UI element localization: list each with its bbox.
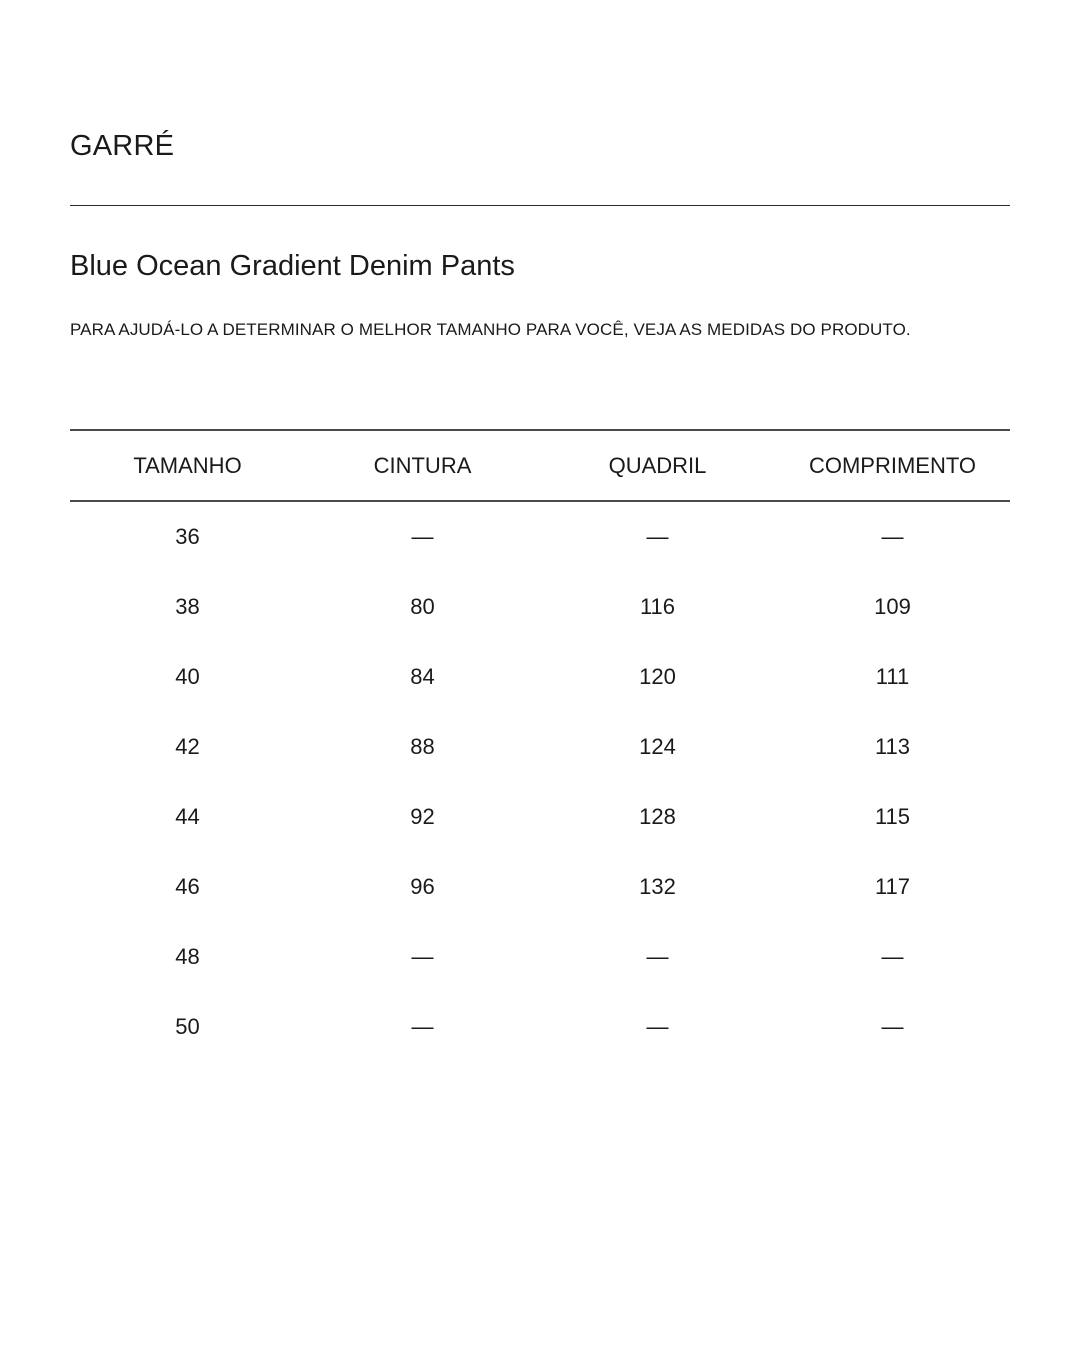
table-row xyxy=(70,572,1010,642)
cell-size: 42 xyxy=(175,734,200,759)
table-row xyxy=(70,712,1010,782)
cell-length: 117 xyxy=(874,874,911,899)
size-chart-table xyxy=(70,429,1010,1062)
cell-size: 44 xyxy=(175,804,200,829)
header-length: COMPRIMENTO xyxy=(775,430,1010,501)
cell-size: 50 xyxy=(175,1014,200,1039)
cell-size: 48 xyxy=(175,944,200,969)
size-guide-intro: PARA AJUDÁ-LO A DETERMINAR O MELHOR TAMANHO PARA VOCÊ, VEJA AS MEDIDAS DO PRODUTO. xyxy=(70,320,911,339)
cell-length: — xyxy=(881,944,904,969)
cell-waist: 80 xyxy=(410,594,435,619)
header-waist: CINTURA xyxy=(305,430,540,501)
size-chart-header-row xyxy=(70,430,1010,501)
cell-waist: 88 xyxy=(410,734,435,759)
cell-hip: — xyxy=(646,524,669,549)
cell-hip: 132 xyxy=(639,874,676,899)
header-divider xyxy=(70,205,1010,206)
cell-waist: 92 xyxy=(410,804,435,829)
cell-size: 40 xyxy=(175,664,200,689)
table-row xyxy=(70,992,1010,1062)
cell-waist: 96 xyxy=(410,874,435,899)
header-size: TAMANHO xyxy=(70,430,305,501)
cell-length: — xyxy=(881,524,904,549)
cell-hip: — xyxy=(646,944,669,969)
cell-length: 111 xyxy=(875,664,910,689)
cell-size: 36 xyxy=(175,524,200,549)
cell-size: 46 xyxy=(175,874,200,899)
cell-waist: — xyxy=(411,1014,434,1039)
product-title: Blue Ocean Gradient Denim Pants xyxy=(70,250,515,282)
table-row xyxy=(70,922,1010,992)
cell-length: 115 xyxy=(874,804,911,829)
cell-hip: 116 xyxy=(639,594,676,619)
cell-hip: 128 xyxy=(639,804,676,829)
cell-hip: 120 xyxy=(639,664,676,689)
cell-hip: 124 xyxy=(639,734,676,759)
brand-logo-text: GARRÉ xyxy=(70,130,175,162)
table-row xyxy=(70,782,1010,852)
cell-hip: — xyxy=(646,1014,669,1039)
table-row xyxy=(70,501,1010,572)
cell-length: 109 xyxy=(874,594,911,619)
cell-waist: — xyxy=(411,944,434,969)
cell-length: — xyxy=(881,1014,904,1039)
cell-waist: 84 xyxy=(410,664,435,689)
cell-waist: — xyxy=(411,524,434,549)
table-row xyxy=(70,642,1010,712)
cell-size: 38 xyxy=(175,594,200,619)
table-row xyxy=(70,852,1010,922)
header-hip: QUADRIL xyxy=(540,430,775,501)
cell-length: 113 xyxy=(874,734,911,759)
